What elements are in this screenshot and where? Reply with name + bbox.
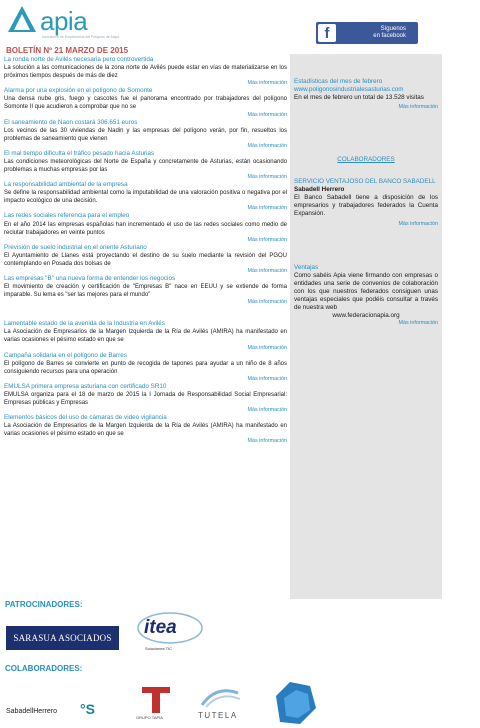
sarasua-logo[interactable]: SARASUA ASOCIADOS	[6, 626, 119, 650]
news-item	[4, 414, 287, 445]
news-more-link[interactable]: Más información	[247, 407, 287, 414]
ventajas-title[interactable]: Ventajas	[294, 264, 319, 271]
news-item	[4, 56, 287, 87]
news-body: Una densa nube gris, fuego y cascotes fue el panorama encontrado por trabajadores del polígono Somonte II que acudieron a comprobar que no se	[4, 96, 287, 111]
news-item	[4, 320, 287, 351]
news-title[interactable]: Lamentable estado de la avenida de la Industria en Avilés	[4, 320, 165, 328]
facebook-label-line1: Síguenos	[380, 26, 406, 32]
apia-logo[interactable]	[6, 4, 120, 44]
tapia-logo[interactable]	[138, 683, 174, 723]
bulletin-title: BOLETÍN Nº 21 MARZO DE 2015	[6, 46, 129, 55]
facebook-icon: f	[318, 24, 336, 42]
facebook-follow-button[interactable]	[316, 22, 418, 44]
stats-block	[294, 78, 438, 111]
news-title[interactable]: EMULSA primera empresa asturiana con certificado SR10	[4, 382, 167, 390]
itea-wordmark: itea	[144, 617, 177, 638]
collab-heading: COLABORADORES	[337, 156, 395, 163]
news-item	[4, 181, 287, 212]
news-more-link[interactable]: Más información	[247, 111, 287, 118]
news-item	[4, 275, 287, 306]
tapia-icon	[138, 683, 174, 715]
news-more-link[interactable]: Más información	[247, 236, 287, 243]
logo-text: apia	[40, 6, 88, 36]
stats-body: En el mes de febrero un total de 13.528 visitas	[294, 94, 424, 101]
stats-more-link[interactable]: Más información	[398, 104, 438, 110]
news-title[interactable]: Alarma por una explosión en el polígono de Somonte	[4, 87, 153, 95]
tutela-icon	[196, 683, 244, 711]
news-body: El Ayuntamiento de Llanes está proyectando el destino de su suelo mediante la revisión del PGOU contemplando en Posada dos bolsas de	[4, 252, 287, 267]
news-more-link[interactable]: Más información	[247, 299, 287, 306]
news-item	[4, 150, 287, 181]
apia-logo-icon	[6, 4, 38, 34]
itea-logo[interactable]	[134, 608, 209, 656]
news-more-link[interactable]: Más información	[247, 375, 287, 382]
ventajas-web[interactable]: www.federacionapia.org	[332, 312, 400, 319]
news-more-link[interactable]: Más información	[247, 80, 287, 87]
news-title[interactable]: Las empresas "B" una nueva forma de entender los negocios	[4, 274, 176, 282]
logo-subtitle: Asociación de Empresarios del Polígono de Asipo	[42, 35, 120, 39]
ventajas-block	[294, 264, 438, 327]
news-body: La Asociación de Empresarios de la Margen Izquierda de la Ría de Avilés (AMIRA) ha manifestado en varias ocasiones el pésimo estado en que se	[4, 423, 287, 438]
os-logo[interactable]: °S	[80, 701, 95, 717]
news-body: Los vecinos de las 30 viviendas de Nadin y las empresas del polígono verán, por fin, resueltos los problemas de saneamiento que vienen	[4, 127, 287, 142]
news-body: La solución a las comunicaciones de la zona norte de Avilés puede estar en vías de materializarse en los próximos tiempos después de más de diez	[4, 65, 287, 80]
news-body: En el año 2014 las empresas españolas han incrementado el uso de las redes sociales como medio de reclutar trabajadores en veinte puntos	[4, 221, 287, 236]
ventajas-more-link[interactable]: Más información	[398, 320, 438, 326]
news-title[interactable]: Previsión de suelo industrial en el oriente Asturiano	[4, 243, 147, 251]
collab-heading-block	[294, 156, 438, 164]
sabadell-logo[interactable]: SabadellHerrero	[6, 708, 57, 715]
tutela-text: TUTELA	[198, 711, 238, 720]
news-body: El polígono de Barres se convierte en punto de recogida de tapones para ayudar a un niño de 8 años consiguiendo recursos para una operación	[4, 360, 287, 375]
itea-subtitle: Soluciones TIC	[145, 646, 173, 651]
news-item	[4, 244, 287, 275]
news-title[interactable]: La responsabilidad ambiental de la empresa	[4, 181, 128, 189]
news-item	[4, 352, 287, 383]
news-title[interactable]: El mal tiempo dificulta el tráfico pesado hacia Asturias	[4, 149, 155, 157]
news-title[interactable]: Elementos básicos del uso de cámaras de video vigilancia	[4, 414, 167, 422]
facebook-label	[346, 26, 406, 40]
tapia-text: GRUPO TAPIA	[136, 715, 163, 720]
sabadell-name: Sabadell Herrero	[294, 186, 345, 193]
facebook-label-line2: en facebook	[373, 33, 406, 39]
sabadell-title[interactable]: SERVICIO VENTAJOSO DEL BANCO SABADELL	[294, 178, 436, 185]
news-title[interactable]: La ronda norte de Avilés necesaria pero controvertida	[4, 56, 154, 63]
news-more-link[interactable]: Más información	[247, 267, 287, 274]
sabadell-block	[294, 178, 438, 228]
sabadell-body: El Banco Sabadell tiene a disposición de los empresarios y trabajadores federados la Cuenta Expansión.	[294, 194, 438, 217]
ventajas-body: Como sabéis Apia viene firmando con empresas o entidades una serie de convenios de colaboración con los que nuestros federados consiguen unas ventajas especiales que podéis consultar a través de nuestra web	[294, 272, 438, 311]
news-item	[4, 383, 287, 414]
sidebar	[290, 54, 442, 599]
news-more-link[interactable]: Más información	[247, 142, 287, 149]
news-body: Se define la responsabilidad ambiental como la imputabilidad de una valoración positiva o negativa por el impacto ecológico de una decisión.	[4, 190, 287, 205]
news-body: La Asociación de Empresarios de la Margen Izquierda de la Ría de Avilés (AMIRA) ha manifestado en varias ocasiones el pésimo estado en que se	[4, 329, 287, 344]
news-more-link[interactable]: Más información	[247, 344, 287, 351]
news-title[interactable]: El saneamiento de Naon costará 306.651 euros	[4, 118, 138, 126]
fenix-logo[interactable]	[270, 678, 320, 726]
news-item	[4, 212, 287, 243]
news-body: El movimiento de creación y certificación de "Empresas B" nace en EEUU y se extiende de forma imparable. Su lema es "ser las mejores para el mundo"	[4, 284, 287, 299]
news-more-link[interactable]: Más información	[247, 174, 287, 181]
news-body: EMULSA organiza para el 18 de marzo de 2015 la I Jornada de Responsabilidad Social Empresarial: Empresas públicas y Empresas	[4, 391, 287, 406]
stats-title[interactable]: Estadísticas del mes de febrero	[294, 78, 383, 85]
news-title[interactable]: Campaña solidaria en el polígono de Barres	[4, 351, 127, 359]
news-more-link[interactable]: Más información	[247, 205, 287, 212]
tutela-logo[interactable]	[196, 683, 244, 723]
stats-link[interactable]: www.poligonosindustrialesasturias.com	[294, 86, 404, 93]
news-title[interactable]: Las redes sociales referencia para el empleo	[4, 212, 130, 220]
news-item	[4, 119, 287, 150]
news-body: Las condiciones meteorológicas del Norte de España y concretamente de Asturias, están ocasionando problemas a muchas empresas por las	[4, 158, 287, 174]
news-column	[4, 56, 287, 445]
sponsors-label: PATROCINADORES:	[5, 600, 83, 609]
collaborators-label: COLABORADORES:	[5, 664, 83, 673]
news-more-link[interactable]: Más información	[247, 438, 287, 445]
news-item	[4, 87, 287, 118]
sabadell-more-link[interactable]: Más información	[398, 221, 438, 227]
fenix-icon	[270, 678, 320, 726]
